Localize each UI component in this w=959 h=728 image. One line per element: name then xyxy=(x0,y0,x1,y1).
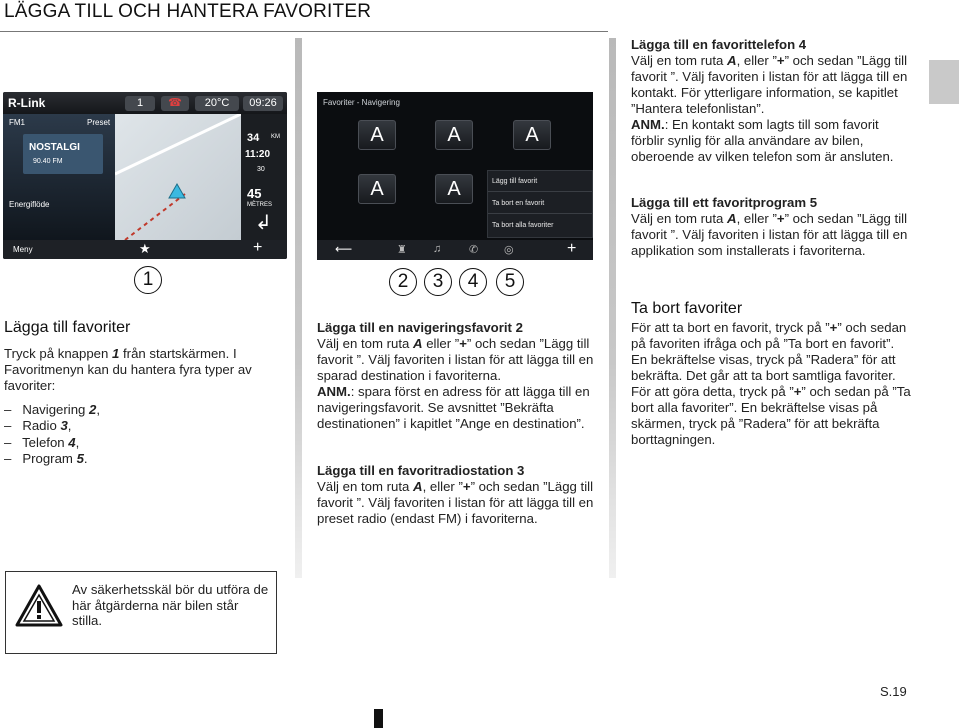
empty-slot-A[interactable]: A xyxy=(358,174,396,204)
intro-ref-1: 1 xyxy=(112,346,120,361)
home-status-bar xyxy=(3,92,287,114)
radio-widget[interactable] xyxy=(3,114,115,240)
station-name: NOSTALGI xyxy=(29,142,80,153)
column-separator-2 xyxy=(609,38,616,578)
navigation-map[interactable] xyxy=(115,114,241,240)
intro-paragraph xyxy=(4,346,280,394)
list-item: – Radio 3, xyxy=(4,418,72,434)
turn-unit: MÈTRES xyxy=(247,202,273,208)
favorites-category-bar xyxy=(317,240,593,260)
speed-limit: 30 xyxy=(257,166,265,173)
distance-value: 34 xyxy=(247,132,260,144)
add-button[interactable]: + xyxy=(253,239,263,256)
radio-band: FM1 xyxy=(9,118,25,127)
warning-triangle-icon xyxy=(14,583,64,629)
rlink-logo: R-Link xyxy=(8,96,46,110)
nav-favorite-note: ANM.: spara först en adress för att lägga till en navigeringsfavorit. Se avsnittet ”Bekräfta destinationen” i kapitlet ”Ange en destination”. xyxy=(317,384,590,431)
phone-count-pill xyxy=(125,96,155,111)
turn-right-icon: ↲ xyxy=(255,212,272,234)
home-screen-screenshot xyxy=(3,92,287,259)
app-favorite-text: Välj en tom ruta A, eller ”+” och sedan ”Lägg till favorit ”. Välj favoriten i listan för att lägga till en applikation som installerats i favoriterna. xyxy=(631,211,908,258)
station-frequency: 90.40 FM xyxy=(33,158,63,165)
phone-count: 1 xyxy=(136,97,144,109)
menu-button[interactable]: Meny xyxy=(13,245,33,254)
map-road xyxy=(115,114,241,174)
menu-item-remove-favorite[interactable]: Ta bort en favorit xyxy=(488,193,592,214)
turn-distance: 45 xyxy=(247,186,262,201)
phone-favorite-title: Lägga till en favorittelefon 4 xyxy=(631,37,807,52)
arrival-time: 11:20 xyxy=(245,149,271,160)
empty-slot-A[interactable]: A xyxy=(435,174,473,204)
callout-4: 4 xyxy=(459,268,487,296)
favorites-star-icon[interactable]: ★ xyxy=(139,241,151,256)
navigation-category-icon[interactable]: ♜ xyxy=(397,244,407,256)
empty-slot-A[interactable]: A xyxy=(513,120,551,150)
favorites-popup-menu xyxy=(487,170,593,238)
favorites-header: Favoriter - Navigering xyxy=(323,98,400,107)
intro-text: Tryck på knappen xyxy=(4,346,112,361)
back-icon[interactable]: ⟵ xyxy=(335,242,353,256)
remove-favorites-text: För att ta bort en favorit, tryck på ”+” och sedan på favoriten ifråga och på ”Ta bort en favorit”. En bekräftelse visas, tryck på ”Radera” för att bekräfta. Det går att ta bort samtliga favoriter. För att göra detta, tryck på ”+” och sedan på ”Ta bort alla favoriter”. En bekräftelse visas på skärmen, tryck på ”Radera” för att bekräfta borttagningen. xyxy=(631,320,911,447)
clock: 09:26 xyxy=(243,96,283,111)
list-item: – Telefon 4, xyxy=(4,434,80,450)
safety-warning-text: Av säkerhetsskäl bör du utföra de här åtgärderna när bilen står stilla. xyxy=(72,582,269,628)
page-title: LÄGGA TILL OCH HANTERA FAVORITER xyxy=(4,1,372,22)
map-graphic xyxy=(115,114,241,240)
menu-item-remove-all-favorites[interactable]: Ta bort alla favoriter xyxy=(492,222,554,229)
callout-5: 5 xyxy=(496,268,524,296)
title-rule xyxy=(0,31,608,32)
radio-favorite-title: Lägga till en favoritradiostation 3 xyxy=(317,463,525,478)
trip-info-panel xyxy=(241,114,287,240)
nav-favorite-text: Välj en tom ruta A eller ”+” och sedan ”Lägg till favorit ”. Välj favoriten i listan för att lägga till en sparad destination i favoriterna. xyxy=(317,336,594,383)
phone-favorite-section xyxy=(631,37,911,165)
add-favorite-button[interactable]: + xyxy=(567,240,577,257)
menu-item-add-favorite[interactable]: Lägg till favorit xyxy=(488,171,592,192)
vehicle-position-icon xyxy=(169,184,185,198)
radio-favorite-section xyxy=(317,463,595,527)
radio-category-icon[interactable]: ♫ xyxy=(433,243,442,255)
temperature: 20°C xyxy=(195,96,239,111)
home-bottom-bar xyxy=(3,240,287,259)
page-edge-marker xyxy=(374,709,383,728)
phone-favorite-note: ANM.: En kontakt som lagts till som favorit förblir synlig för alla användare av bilen, oberoende av vilken telefon som är ansluten. xyxy=(631,117,894,164)
station-tile xyxy=(23,134,103,174)
favorite-types-list xyxy=(4,402,204,468)
distance-unit: KM xyxy=(271,134,280,140)
phone-icon: ☎ xyxy=(161,96,189,111)
section-heading-remove-favorites: Ta bort favoriter xyxy=(631,300,743,317)
apps-category-icon[interactable]: ◎ xyxy=(504,244,514,256)
app-favorite-title: Lägga till ett favoritprogram 5 xyxy=(631,195,818,210)
list-item: – Program 5. xyxy=(4,451,88,467)
callout-1: 1 xyxy=(134,266,162,294)
chapter-tab xyxy=(929,60,959,104)
section-heading-add-favorites: Lägga till favoriter xyxy=(4,319,131,336)
callout-3: 3 xyxy=(424,268,452,296)
energy-flow-label: Energiflöde xyxy=(9,200,50,209)
preset-label: Preset xyxy=(87,118,111,127)
intro-text-cont: från startskärmen. I Favoritmenyn kan du hantera fyra typer av favoriter: xyxy=(4,346,252,393)
page-number: S.19 xyxy=(880,684,907,699)
list-item: – Navigering 2, xyxy=(4,402,101,417)
empty-slot-A[interactable]: A xyxy=(435,120,473,150)
phone-category-icon[interactable]: ✆ xyxy=(469,244,479,256)
radio-favorite-text: Välj en tom ruta A, eller ”+” och sedan ”Lägg till favorit ”. Välj favoriten i listan för att lägga till en preset radio (endast FM) i favoriterna. xyxy=(317,479,594,526)
route-line xyxy=(125,194,185,240)
column-separator-1 xyxy=(295,38,302,578)
nav-favorite-title: Lägga till en navigeringsfavorit 2 xyxy=(317,320,523,335)
empty-slot-A[interactable]: A xyxy=(358,120,396,150)
navigation-favorite-section xyxy=(317,320,595,432)
callout-2: 2 xyxy=(389,268,417,296)
app-favorite-section xyxy=(631,195,911,259)
phone-favorite-text: Välj en tom ruta A, eller ”+” och sedan ”Lägg till favorit ”. Välj favoriten i listan för att lägga till en kontakt. För ytterligare information, se kapitlet ”Hantera telefonlistan”. xyxy=(631,53,908,116)
